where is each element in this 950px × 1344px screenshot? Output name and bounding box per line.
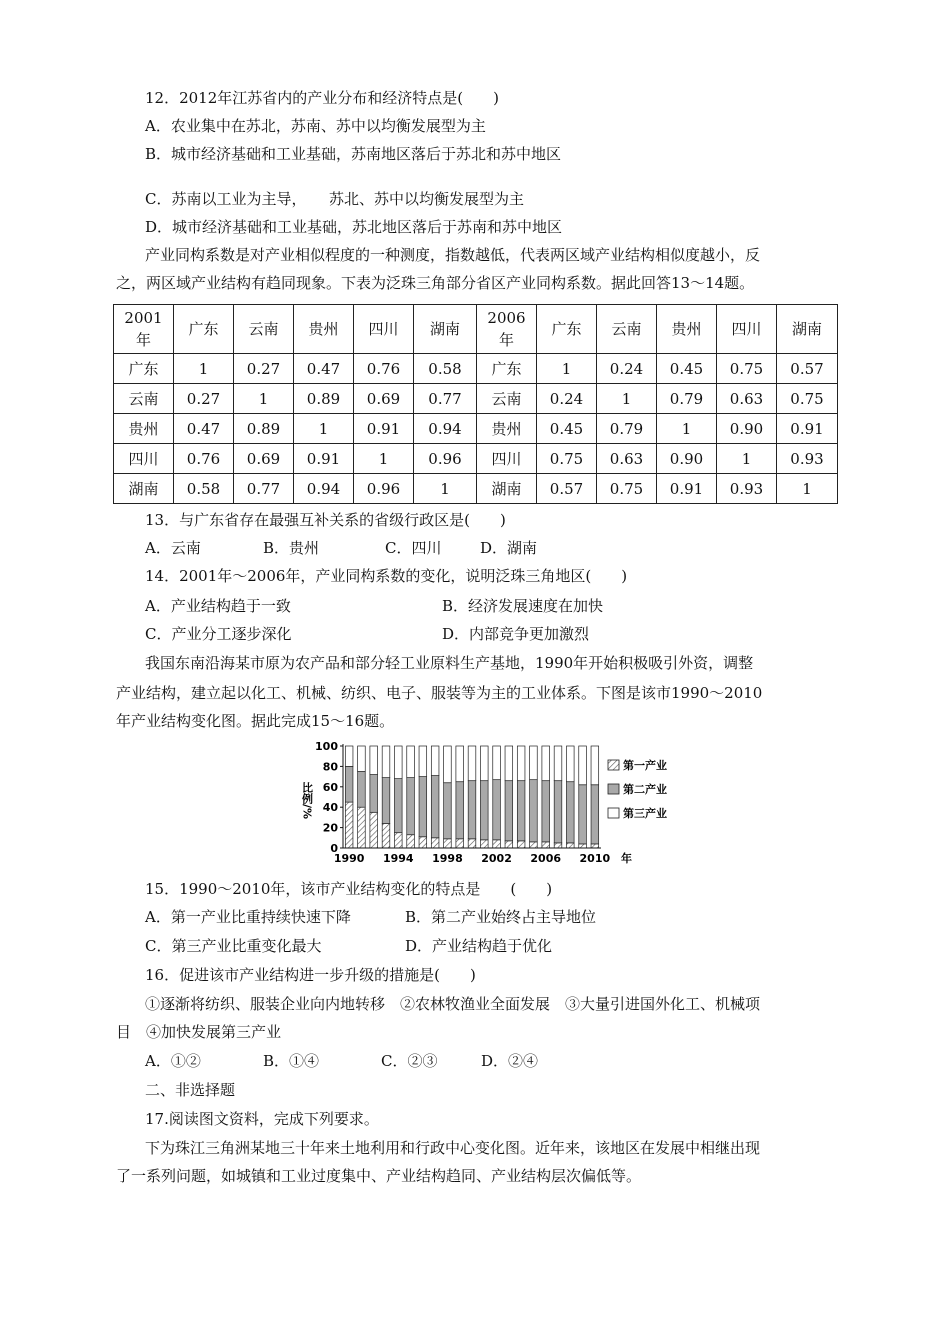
q12-option-b: B．城市经济基础和工业基础，苏南地区落后于苏北和苏中地区	[145, 145, 562, 163]
table-cell: 0.63	[717, 384, 777, 414]
table-cell: 0.27	[174, 384, 234, 414]
table-cell: 0.75	[777, 384, 838, 414]
bar-primary	[370, 812, 378, 848]
year-2006-header: 2006 年	[477, 305, 537, 354]
q17-line1: 下为珠江三角洲某地三十年来土地利用和行政中心变化图。近年来，该地区在发展中相继出现	[145, 1139, 761, 1157]
q16-option-b: B．①④	[263, 1052, 320, 1070]
bar-secondary	[566, 782, 574, 843]
section-heading: 二、非选择题	[145, 1081, 236, 1099]
bar-primary	[468, 839, 476, 848]
q15-option-a: A．第一产业比重持续快速下降	[145, 908, 351, 926]
q13-option-b: B．贵州	[263, 539, 320, 557]
table-cell: 0.90	[657, 444, 717, 474]
bar-primary	[407, 835, 415, 848]
table-cell: 0.58	[174, 474, 234, 504]
row-header: 云南	[477, 384, 537, 414]
table-cell: 0.77	[414, 384, 477, 414]
bar-primary	[480, 840, 488, 848]
bar-secondary	[407, 778, 415, 835]
table-cell: 0.57	[537, 474, 597, 504]
bar-tertiary	[382, 746, 390, 778]
row-header: 四川	[477, 444, 537, 474]
bar-secondary	[493, 780, 501, 840]
bar-tertiary	[407, 746, 415, 778]
table-cell: 0.91	[777, 414, 838, 444]
table-cell: 0.45	[537, 414, 597, 444]
bar-primary	[358, 807, 366, 848]
bar-tertiary	[394, 746, 402, 779]
table-cell: 0.93	[717, 474, 777, 504]
bar-secondary	[542, 781, 550, 842]
y-tick-label: 40	[322, 801, 338, 815]
table-cell: 0.69	[354, 384, 414, 414]
chart-svg	[300, 738, 675, 872]
x-tick-label: 1998	[432, 852, 463, 865]
bar-tertiary	[517, 746, 525, 781]
q16-line1: ①逐渐将纺织、服装企业向内地转移 ②农林牧渔业全面发展 ③大量引进国外化工、机械项	[145, 995, 761, 1013]
q16-option-c: C．②③	[381, 1052, 438, 1070]
table-cell: 0.69	[234, 444, 294, 474]
intro2-line1: 我国东南沿海某市原为农产品和部分轻工业原料生产基地，1990年开始积极吸引外资，调整	[145, 654, 754, 672]
q16-stem: 16．促进该市产业结构进一步升级的措施是( )	[145, 966, 476, 984]
y-tick-label: 100	[315, 740, 338, 753]
bar-tertiary	[480, 746, 488, 781]
bar-secondary	[468, 781, 476, 839]
bar-tertiary	[579, 746, 587, 785]
table-cell: 0.91	[657, 474, 717, 504]
bar-secondary	[480, 781, 488, 840]
chart-legend	[608, 758, 667, 820]
table-cell: 0.75	[717, 354, 777, 384]
bar-tertiary	[444, 746, 452, 783]
table-cell: 1	[174, 354, 234, 384]
q12-stem: 12．2012年江苏省内的产业分布和经济特点是( )	[145, 89, 499, 107]
q12-option-d: D．城市经济基础和工业基础，苏北地区落后于苏南和苏中地区	[145, 218, 563, 236]
bar-tertiary	[591, 746, 599, 785]
row-header: 湖南	[114, 474, 174, 504]
table-cell: 0.75	[597, 474, 657, 504]
y-tick-label: 0	[330, 842, 338, 855]
row-header: 四川	[114, 444, 174, 474]
legend-swatch-secondary	[608, 784, 619, 794]
bar-tertiary	[456, 746, 464, 782]
q15-stem: 15．1990～2010年，该市产业结构变化的特点是 ( )	[145, 880, 553, 898]
industry-structure-chart	[300, 738, 675, 872]
bar-tertiary	[566, 746, 574, 782]
bar-primary	[542, 842, 550, 848]
bar-secondary	[456, 782, 464, 839]
table-cell: 1	[717, 444, 777, 474]
table-cell: 0.89	[234, 414, 294, 444]
col-header: 贵州	[294, 305, 354, 354]
table-cell: 0.75	[537, 444, 597, 474]
col-header: 四川	[717, 305, 777, 354]
bar-primary	[394, 833, 402, 848]
bar-secondary	[345, 766, 353, 802]
table-cell: 0.76	[174, 444, 234, 474]
table-cell: 0.47	[294, 354, 354, 384]
table-cell: 0.96	[414, 444, 477, 474]
x-tick-label: 1994	[382, 852, 414, 865]
q13-stem: 13．与广东省存在最强互补关系的省级行政区是( )	[145, 511, 506, 529]
bar-secondary	[517, 781, 525, 841]
table-cell: 0.90	[717, 414, 777, 444]
bar-tertiary	[542, 746, 550, 781]
bar-secondary	[370, 775, 378, 813]
chart-bars	[345, 746, 598, 848]
table-cell: 0.93	[777, 444, 838, 474]
table-cell: 0.47	[174, 414, 234, 444]
col-header: 广东	[174, 305, 234, 354]
col-header: 广东	[537, 305, 597, 354]
x-tick-label: 2010	[579, 852, 611, 865]
bar-tertiary	[554, 746, 562, 781]
table-cell: 1	[414, 474, 477, 504]
intro1-line1: 产业同构系数是对产业相似程度的一种测度，指数越低，代表两区域产业结构相似度越小，反	[145, 246, 761, 264]
table-cell: 0.94	[414, 414, 477, 444]
bar-tertiary	[505, 746, 513, 781]
bar-primary	[456, 839, 464, 848]
table-cell: 1	[294, 414, 354, 444]
q14-option-c: C．产业分工逐步深化	[145, 625, 292, 643]
row-header: 贵州	[477, 414, 537, 444]
bar-secondary	[591, 785, 599, 844]
table-cell: 1	[234, 384, 294, 414]
table-row	[114, 474, 838, 504]
bar-primary	[566, 843, 574, 848]
q12-option-c: C．苏南以工业为主导， 苏北、苏中以均衡发展型为主	[145, 190, 524, 208]
y-tick-label: 80	[322, 760, 338, 774]
bar-secondary	[579, 785, 587, 844]
table-cell: 0.24	[597, 354, 657, 384]
legend-label-tertiary: 第三产业	[623, 807, 667, 820]
bar-secondary	[505, 781, 513, 841]
q14-stem: 14．2001年～2006年，产业同构系数的变化，说明泛珠三角地区( )	[145, 567, 628, 585]
col-header: 湖南	[414, 305, 477, 354]
intro1-line2: 之，两区域产业结构有趋同现象。下表为泛珠三角部分省区产业同构系数。据此回答13～14题。	[116, 274, 755, 292]
table-cell: 1	[777, 474, 838, 504]
row-header: 广东	[114, 354, 174, 384]
table-row	[114, 354, 838, 384]
bar-primary	[530, 842, 538, 848]
bar-tertiary	[530, 746, 538, 780]
table-cell: 0.91	[294, 444, 354, 474]
bar-primary	[345, 802, 353, 848]
table-row	[114, 384, 838, 414]
bar-secondary	[530, 780, 538, 842]
bar-secondary	[419, 777, 427, 837]
table-header-row	[114, 305, 838, 354]
y-tick-label: 60	[322, 780, 338, 794]
col-header: 贵州	[657, 305, 717, 354]
bar-primary	[591, 844, 599, 848]
q17-line2: 了一系列问题，如城镇和工业过度集中、产业结构趋同、产业结构层次偏低等。	[116, 1167, 642, 1185]
bar-primary	[431, 838, 439, 848]
legend-swatch-primary	[608, 760, 619, 770]
table-cell: 0.45	[657, 354, 717, 384]
table-row	[114, 414, 838, 444]
q15-option-c: C．第三产业比重变化最大	[145, 937, 322, 955]
table-cell: 1	[597, 384, 657, 414]
bar-primary	[444, 839, 452, 848]
bar-primary	[419, 837, 427, 848]
q12-option-a: A．农业集中在苏北，苏南、苏中以均衡发展型为主	[145, 117, 486, 135]
q16-option-d: D．②④	[481, 1052, 539, 1070]
bar-primary	[517, 841, 525, 848]
q16-option-a: A．①②	[145, 1052, 201, 1070]
bar-secondary	[394, 779, 402, 833]
table-cell: 0.57	[777, 354, 838, 384]
table-cell: 1	[354, 444, 414, 474]
q13-option-a: A．云南	[145, 539, 201, 557]
table-cell: 0.89	[294, 384, 354, 414]
bar-tertiary	[419, 746, 427, 777]
row-header: 云南	[114, 384, 174, 414]
col-header: 云南	[597, 305, 657, 354]
table-cell: 0.63	[597, 444, 657, 474]
table-cell: 0.96	[354, 474, 414, 504]
q14-option-b: B．经济发展速度在加快	[442, 597, 604, 615]
q14-option-a: A．产业结构趋于一致	[145, 597, 291, 615]
bar-primary	[382, 824, 390, 848]
bar-tertiary	[370, 746, 378, 775]
bar-primary	[579, 844, 587, 848]
table-cell: 0.76	[354, 354, 414, 384]
similarity-table	[113, 304, 838, 504]
x-tick-label: 1990	[333, 852, 365, 865]
bar-primary	[493, 840, 501, 848]
col-header: 四川	[354, 305, 414, 354]
q13-option-d: D．湖南	[480, 539, 538, 557]
col-header: 湖南	[777, 305, 838, 354]
table-cell: 0.79	[657, 384, 717, 414]
row-header: 湖南	[477, 474, 537, 504]
q17-stem: 17.阅读图文资料，完成下列要求。	[145, 1110, 379, 1128]
y-tick-label: 20	[322, 821, 338, 835]
bar-secondary	[358, 772, 366, 808]
table-cell: 0.24	[537, 384, 597, 414]
q15-option-b: B．第二产业始终占主导地位	[405, 908, 597, 926]
table-cell: 1	[657, 414, 717, 444]
year-2001-header: 2001 年	[114, 305, 174, 354]
intro2-line3: 年产业结构变化图。据此完成15～16题。	[116, 712, 395, 730]
table-cell: 0.58	[414, 354, 477, 384]
bar-secondary	[444, 783, 452, 839]
table-cell: 0.91	[354, 414, 414, 444]
table-cell: 0.79	[597, 414, 657, 444]
legend-label-secondary: 第二产业	[623, 783, 667, 796]
bar-primary	[505, 841, 513, 848]
table-cell: 0.27	[234, 354, 294, 384]
x-tick-label: 2002	[481, 852, 512, 865]
row-header: 贵州	[114, 414, 174, 444]
y-axis-label: 比例/%	[300, 782, 314, 820]
table-row	[114, 444, 838, 474]
bar-tertiary	[345, 746, 353, 766]
q14-option-d: D．内部竞争更加激烈	[442, 625, 590, 643]
q13-option-c: C．四川	[385, 539, 442, 557]
x-tick-label: 2006	[530, 852, 562, 865]
row-header: 广东	[477, 354, 537, 384]
table-cell: 1	[537, 354, 597, 384]
legend-swatch-tertiary	[608, 808, 619, 818]
bar-primary	[554, 843, 562, 848]
legend-label-primary: 第一产业	[623, 759, 667, 772]
col-header: 云南	[234, 305, 294, 354]
bar-tertiary	[431, 746, 439, 776]
table-cell: 0.94	[294, 474, 354, 504]
bar-secondary	[382, 778, 390, 824]
table-cell: 0.77	[234, 474, 294, 504]
intro2-line2: 产业结构，建立起以化工、机械、纺织、电子、服装等为主的工业体系。下图是该市1990～2010	[116, 684, 763, 702]
q16-line2: 目 ④加快发展第三产业	[116, 1023, 282, 1041]
bar-secondary	[554, 781, 562, 843]
bar-tertiary	[358, 746, 366, 772]
q15-option-d: D．产业结构趋于优化	[405, 937, 553, 955]
bar-tertiary	[493, 746, 501, 780]
x-axis-label: 年	[621, 852, 632, 865]
bar-secondary	[431, 776, 439, 838]
bar-tertiary	[468, 746, 476, 781]
